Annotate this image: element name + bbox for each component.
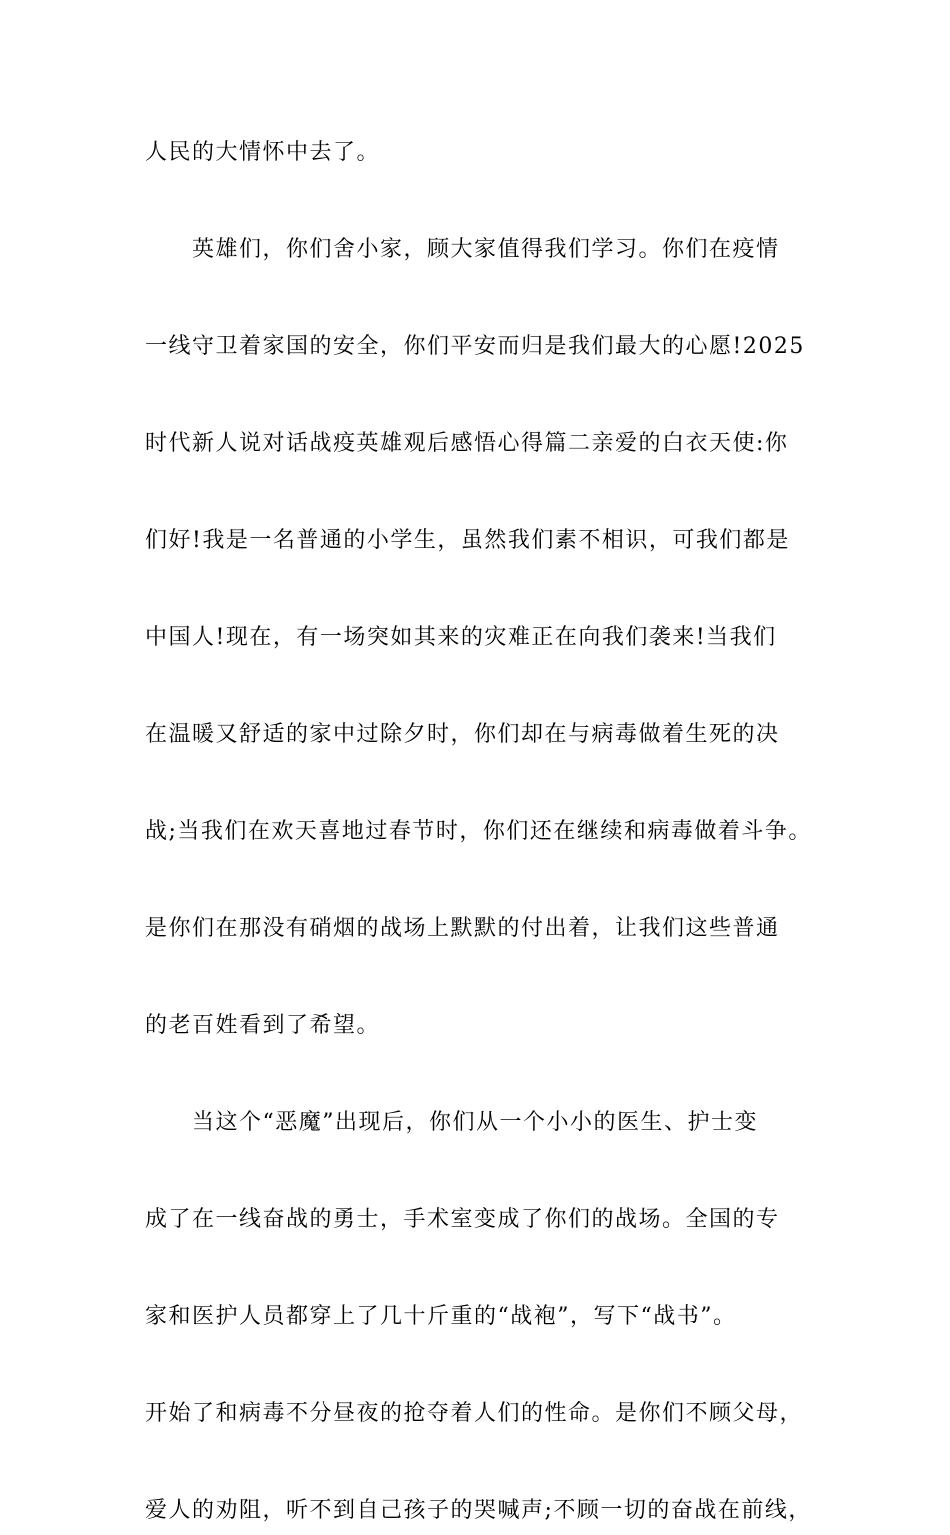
line-gap (145, 953, 825, 1001)
text-line: 成了在一线奋战的勇士，手术室变成了你们的战场。全国的专 (145, 1207, 780, 1232)
paragraph-first-line: 英雄们，你们舍小家，顾大家值得我们学习。你们在疫情 (192, 237, 780, 262)
text-line: 一线守卫着家国的安全，你们平安而归是我们最大的心愿!2025 (145, 334, 805, 359)
line-gap (145, 1438, 825, 1486)
paragraph-first-line: 当这个“恶魔”出现后，你们从一个小小的医生、护士变 (192, 1110, 758, 1135)
text-line: 们好!我是一名普通的小学生，虽然我们素不相识，可我们都是 (145, 528, 790, 553)
text-line: 战;当我们在欢天喜地过春节时，你们还在继续和病毒做着斗争。 (145, 819, 812, 844)
text-line: 爱人的劝阻，听不到自己孩子的哭喊声;不顾一切的奋战在前线， (145, 1498, 812, 1523)
line-gap (145, 274, 825, 322)
line-gap (145, 662, 825, 710)
line-gap (145, 759, 825, 807)
line-gap (145, 856, 825, 904)
paragraph-gap (145, 177, 825, 225)
text-line: 开始了和病毒不分昼夜的抢夺着人们的性命。是你们不顾父母， (145, 1401, 804, 1426)
line-gap (145, 1147, 825, 1195)
line-gap (145, 468, 825, 516)
text-line: 是你们在那没有硝烟的战场上默默的付出着，让我们这些普通 (145, 916, 780, 941)
document-body (145, 128, 825, 1535)
text-line: 时代新人说对话战疫英雄观后感悟心得篇二亲爱的白衣天使:你 (145, 431, 789, 456)
text-line: 家和医护人员都穿上了几十斤重的“战袍”，写下“战书”。 (145, 1304, 737, 1329)
text-line: 人民的大情怀中去了。 (145, 140, 381, 165)
text-line: 的老百姓看到了希望。 (145, 1013, 381, 1038)
line-gap (145, 1244, 825, 1292)
text-line: 在温暖又舒适的家中过除夕时，你们却在与病毒做着生死的决 (145, 722, 780, 747)
paragraph-gap (145, 1050, 825, 1098)
line-gap (145, 565, 825, 613)
line-gap (145, 1341, 825, 1389)
text-line: 中国人!现在，有一场突如其来的灾难正在向我们袭来!当我们 (145, 625, 777, 650)
line-gap (145, 371, 825, 419)
